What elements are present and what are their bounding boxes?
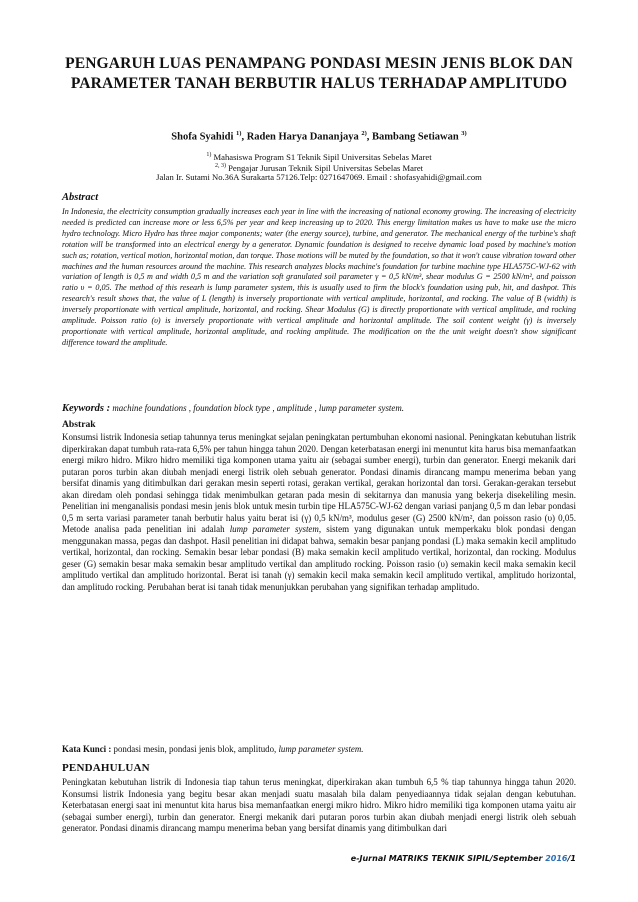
author-1-mark: 1) <box>236 130 242 137</box>
abstrak-heading: Abstrak <box>62 419 96 430</box>
abstract-heading: Abstract <box>62 192 99 203</box>
keywords-label: Keywords : <box>62 403 111 414</box>
footer-page-number: /1 <box>567 854 576 863</box>
kata-kunci-value: pondasi mesin, pondasi jenis blok, amplitudo, <box>111 744 279 754</box>
footer-journal: e-Jurnal MATRIKS TEKNIK SIPIL/September <box>350 854 546 863</box>
keywords-line <box>62 403 576 414</box>
author-2: , Raden Harya Dananjaya <box>241 131 359 143</box>
section-heading-pendahuluan: PENDAHULUAN <box>62 762 150 774</box>
abstract-body: In Indonesia, the electricity consumption gradually increases each year in line with the increasing of national economy growing. The increasing of electricity needed is predicted can increase more or less 6,5% per year and keep increasing up to 2020. This energy limitation makes us have to make use the micro hydro technology. Micro Hydro has three major components; water (the energy source), turbine, and generator. The mechanical energy of the turbine's shaft rotation will be transformed into an electrical energy by a generator. Dynamic foundation is designed to receive dynamic load posed by machine's motion such as; rotation, vertical motion, horizontal motion, dan torque. Those motions will be muted by the foundation, so that it won't cause vibration toward other machines and the human resources around the machine. This research analyzes blocks machine's foundation for turbine machine type HLA575C-WJ-62 with variation of length is 0,5 m and width 0,5 m and the variation soft granulated soil parameter γ = 0,5 kN/m³, shear modulus G = 2500 kN/m², and poisson ratio υ = 0,05. The method of this researh is lump parameter system, this is usually used to firm the block's foundation using pub, hit, and dashpot. This research's result shows that, the value of L (length) is inversely proportionate with vertical amplitude, horizontal, and rocking. The value of B (width) is inversely proportionate with vertical amplitude, horizontal, and rocking. Shear Modulus (G) is directly proportionate with vertical amplitude, and rocking amplitude. Poisson ratio (υ) is inversely proportionate with vertical amplitude and horizontal amplitude. The soil content weight (γ) is inversely proportionate with vertical amplitude, horizontal amplitude, and rocking amplitude. The modification on the the unit weight doesn't show significant difference toward the amplitude. <box>62 207 576 347</box>
kata-kunci-value-italic: lump parameter system. <box>278 744 364 754</box>
pendahuluan-body: Peningkatan kebutuhan listrik di Indonesia tiap tahun terus meningkat, diperkirakan akan tumbuh 6,5 % tiap tahunnya hingga tahun 2020. Konsumsi listrik Indonesia yang begitu besar akan menjadi suatu masalah bila dalam penyediaannya tidak sejalan dengan kebutuhan. Keterbatasan energi saat ini menuntut kita harus bisa memanfaatkan energi mikro hidro. Mikro hidro memiliki tiga komponen utama yaitu air (sebagai sumber energi), turbin dan generator. Energi mekanik dari putaran poros turbin akan diubah menjadi energi listrik oleh sebuah generator. Pondasi dinamis dirancang mampu menerima beban yang bersifat dinamis yang ditimbulkan dari <box>62 777 576 833</box>
affiliation-2-mark: 2, 3) <box>214 163 226 169</box>
abstrak-body-part-1: Konsumsi listrik Indonesia setiap tahunnya terus meningkat sejalan peningkatan pertumbuhan ekonomi nasional. Peningkatan kebutuhan listrik diperkirakan dapat tumbuh rata-rata 6,5% per tahun hingga tahun 2020. Dengan keterbatasan energi ini menuntut kita harus bisa memanfaatkan energi mikro hidro. Mikro hidro memiliki tiga komponen utama yaitu air (sebagai sumber energi), turbin dan generator. Energi mekanik dari putaran poros turbin akan diubah menjadi energi listrik oleh sebuah generator. Pondasi dinamis dirancang mampu menerima beban yang bersifat dinamis yang ditimbulkan dari gerakan mesin seperti rotasi, gerakan vertikal, gerakan horizontal dan torsi. Gerakan-gerakan tersebut akan diredam oleh pondasi sehingga tidak menimbulkan getaran pada mesin di sekitarnya dan manusia yang bekerja disekeliling mesin. Penelitian ini menganalisis pondasi mesin jenis blok untuk mesin turbin tipe HLA575C-WJ-62 dengan variasi panjang 0,5 m dan lebar pondasi 0,5 m serta variasi parameter tanah berbutir halus yaitu berat isi (γ) 0,5 kN/m³, modulus geser (G) 2500 kN/m², dan poisson rasio (υ) 0,05. Metode analisa pada penelitian ini adalah <box>62 432 576 534</box>
affiliation-1-mark: 1) <box>206 152 212 158</box>
abstrak-body <box>62 432 576 593</box>
author-2-mark: 2) <box>361 130 367 137</box>
affiliation-2-text: Pengajar Jurusan Teknik Sipil Universitas Sebelas Maret <box>228 162 424 173</box>
author-list <box>40 130 598 143</box>
author-3-mark: 3) <box>461 130 467 137</box>
affiliation-address: Jalan Ir. Sutami No.36A Surakarta 57126.Telp: 0271647069. Email : shofasyahidi@gmail.com <box>156 172 482 182</box>
kata-kunci-label: Kata Kunci : <box>62 744 112 754</box>
abstrak-body-part-2: , sistem yang digunakan untuk memperkaku blok pondasi dengan menggunakan massa, pegas dan dashpot. Hasil penelitian ini didapat bahwa, semakin besar panjang pondasi (L) maka semakin kecil amplitudo vertikal, horizontal, dan rocking. Semakin besar lebar pondasi (B) maka semakin kecil amplitudo vertikal, horizontal, dan rocking. Modulus geser (G) semakin besar maka semakin besar amplitudo vertikal dan amplitudo rocking. Poisson rasio (υ) semakin kecil maka semakin kecil amplitudo vertikal dan amplitudo horizontal. Berat isi tanah (γ) semakin kecil maka semakin kecil amplitudo vertikal, amplitudo horizontal, dan amplitudo rocking. Perubahan berat isi tanah tidak menunjukkan perubahan yang signifikan terhadap amplitudo. <box>62 524 576 592</box>
keywords-value: machine foundations , foundation block type , amplitude , lump parameter system. <box>110 403 404 413</box>
abstrak-body-italic: lump parameter system <box>229 524 319 534</box>
author-1: Shofa Syahidi <box>171 131 234 143</box>
affiliation-1-text: Mahasiswa Program S1 Teknik Sipil Universitas Sebelas Maret <box>211 151 432 162</box>
page-footer <box>351 854 576 863</box>
author-3: , Bambang Setiawan <box>366 131 459 143</box>
paper-title: PENGARUH LUAS PENAMPANG PONDASI MESIN JENIS BLOK DAN PARAMETER TANAH BERBUTIR HALUS TERHADAP AMPLITUDO <box>65 55 573 92</box>
kata-kunci-line <box>62 744 576 754</box>
footer-year: 2016 <box>545 854 568 863</box>
